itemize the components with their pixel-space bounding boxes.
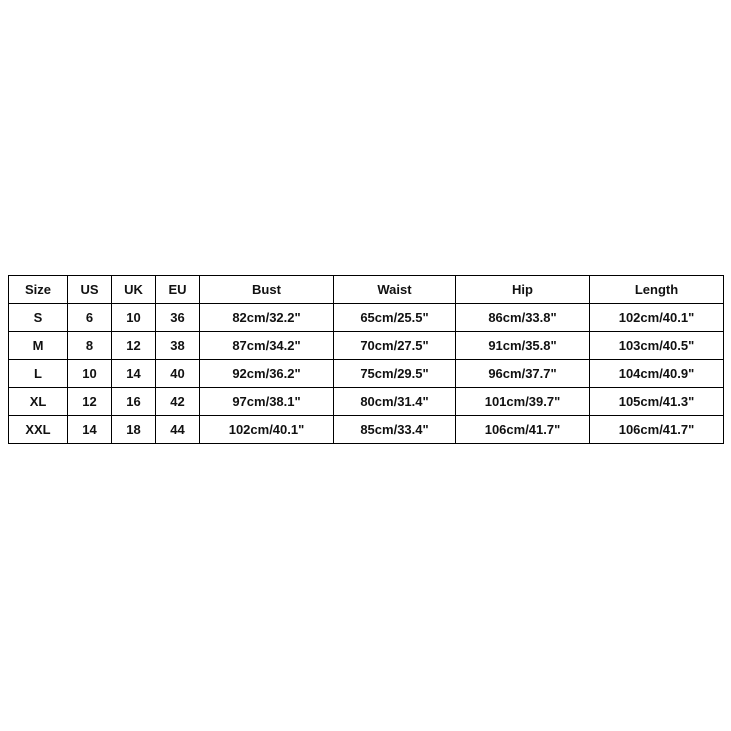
header-uk: UK (112, 276, 156, 304)
cell-length: 102cm/40.1" (590, 304, 724, 332)
header-waist: Waist (334, 276, 456, 304)
cell-bust: 92cm/36.2" (200, 360, 334, 388)
cell-hip: 101cm/39.7" (456, 388, 590, 416)
cell-length: 103cm/40.5" (590, 332, 724, 360)
cell-us: 10 (68, 360, 112, 388)
header-bust: Bust (200, 276, 334, 304)
cell-size: M (9, 332, 68, 360)
cell-waist: 70cm/27.5" (334, 332, 456, 360)
size-chart-table (8, 275, 724, 444)
cell-waist: 65cm/25.5" (334, 304, 456, 332)
cell-eu: 44 (156, 416, 200, 444)
cell-length: 104cm/40.9" (590, 360, 724, 388)
cell-size: XXL (9, 416, 68, 444)
cell-uk: 14 (112, 360, 156, 388)
cell-size: S (9, 304, 68, 332)
cell-uk: 16 (112, 388, 156, 416)
table-row (9, 360, 724, 388)
table-row (9, 332, 724, 360)
cell-eu: 42 (156, 388, 200, 416)
cell-length: 106cm/41.7" (590, 416, 724, 444)
cell-bust: 82cm/32.2" (200, 304, 334, 332)
table-row (9, 304, 724, 332)
table-row (9, 388, 724, 416)
cell-us: 14 (68, 416, 112, 444)
header-us: US (68, 276, 112, 304)
cell-length: 105cm/41.3" (590, 388, 724, 416)
cell-bust: 87cm/34.2" (200, 332, 334, 360)
table-row (9, 416, 724, 444)
cell-waist: 75cm/29.5" (334, 360, 456, 388)
cell-us: 12 (68, 388, 112, 416)
cell-bust: 102cm/40.1" (200, 416, 334, 444)
cell-eu: 38 (156, 332, 200, 360)
cell-uk: 10 (112, 304, 156, 332)
header-size: Size (9, 276, 68, 304)
cell-eu: 40 (156, 360, 200, 388)
cell-hip: 91cm/35.8" (456, 332, 590, 360)
cell-uk: 12 (112, 332, 156, 360)
cell-hip: 106cm/41.7" (456, 416, 590, 444)
cell-eu: 36 (156, 304, 200, 332)
cell-waist: 85cm/33.4" (334, 416, 456, 444)
header-length: Length (590, 276, 724, 304)
cell-bust: 97cm/38.1" (200, 388, 334, 416)
cell-us: 8 (68, 332, 112, 360)
cell-waist: 80cm/31.4" (334, 388, 456, 416)
cell-uk: 18 (112, 416, 156, 444)
cell-us: 6 (68, 304, 112, 332)
table-header-row (9, 276, 724, 304)
header-hip: Hip (456, 276, 590, 304)
cell-hip: 86cm/33.8" (456, 304, 590, 332)
cell-size: L (9, 360, 68, 388)
cell-hip: 96cm/37.7" (456, 360, 590, 388)
cell-size: XL (9, 388, 68, 416)
header-eu: EU (156, 276, 200, 304)
